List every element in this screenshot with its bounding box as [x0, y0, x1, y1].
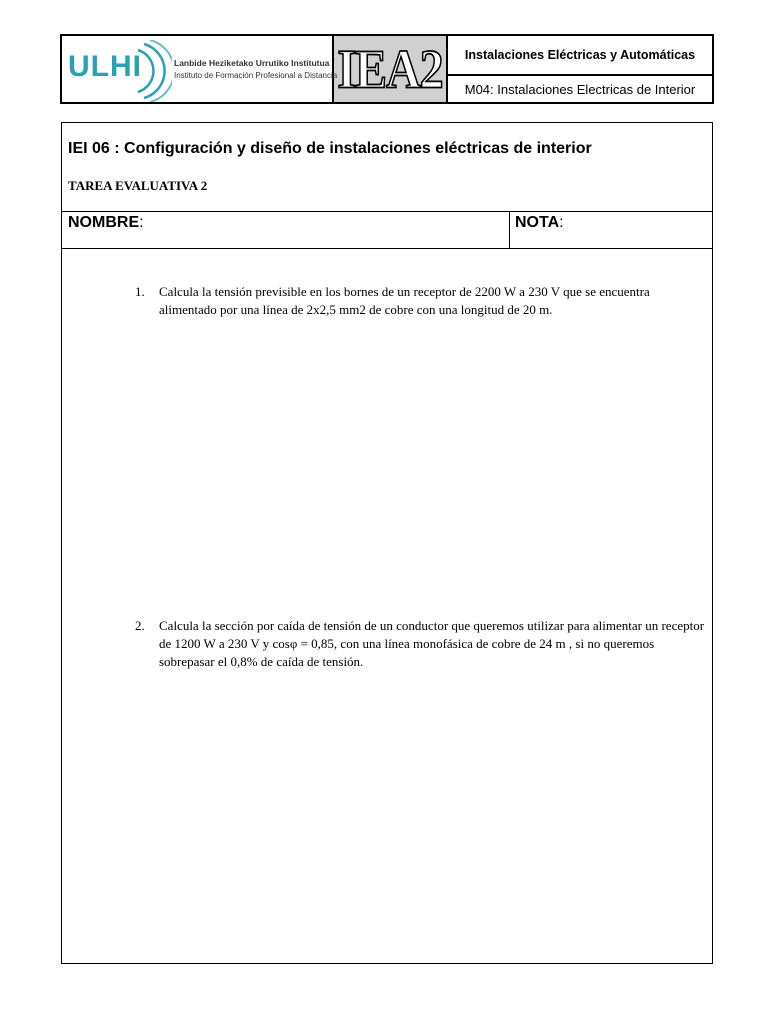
grade-label: NOTA: [515, 214, 560, 231]
unit-title: IEI 06 : Configuración y diseño de instalaciones eléctricas de interior: [68, 140, 592, 157]
question-1: [135, 283, 705, 319]
module-info: [448, 36, 712, 102]
module-title: Instalaciones Eléctricas y Automáticas: [448, 36, 712, 76]
question-text: Calcula la sección por caída de tensión de un conductor que queremos utilizar para alimentar un receptor de 1200 W a 230 V y cosφ = 0,85, con una línea monofásica de cobre de 24 m , si no queremos sobrepasar el 0,8% de caída de tensión.: [159, 618, 705, 669]
question-2: [135, 617, 705, 671]
exam-sheet: [61, 122, 713, 964]
question-number: 2.: [135, 618, 145, 633]
logo-line-2: Instituto de Formación Profesional a Distancia: [174, 71, 338, 80]
logo-arcs-icon: [132, 40, 172, 102]
document-header: [60, 34, 714, 104]
course-badge-text: IEA2: [337, 38, 443, 100]
module-subtitle: M04: Instalaciones Electricas de Interior: [464, 81, 696, 97]
name-colon: :: [139, 214, 144, 231]
logo-line-1: Lanbide Heziketako Urrutiko Institutua: [174, 58, 330, 68]
task-title: TAREA EVALUATIVA 2: [68, 178, 208, 193]
sheet-title-area: [62, 123, 712, 212]
name-label: NOMBRE: [68, 214, 140, 231]
course-badge: [334, 36, 448, 102]
student-info-row: [62, 212, 712, 249]
grade-field[interactable]: [510, 212, 712, 248]
question-text: Calcula la tensión previsible en los bornes de un receptor de 2200 W a 230 V que se encuentra alimentado por una línea de 2x2,5 mm2 de cobre con una longitud de 20 m.: [159, 284, 650, 317]
logo-wordmark: ULHI: [68, 50, 142, 83]
grade-colon: :: [559, 214, 564, 231]
question-number: 1.: [135, 284, 145, 299]
name-field[interactable]: [62, 212, 510, 248]
ulhi-logo: [62, 36, 338, 102]
